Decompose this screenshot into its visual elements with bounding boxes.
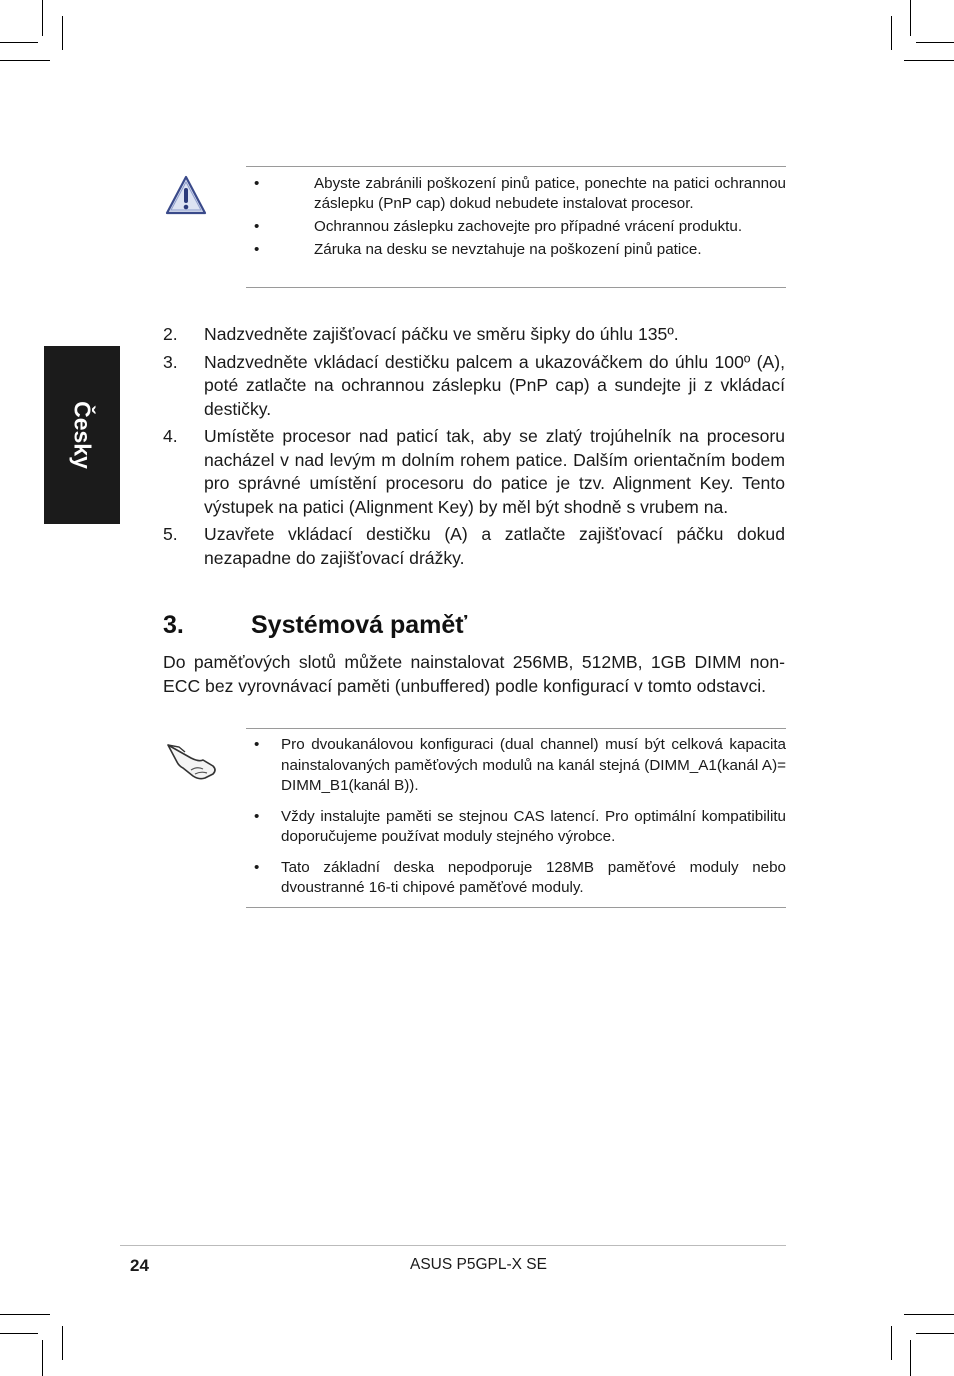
section-number: 3.: [163, 611, 184, 639]
crop-mark: [904, 60, 954, 61]
note-top-rule: [246, 728, 786, 729]
warning-triangle-icon: [163, 173, 209, 224]
crop-mark: [910, 0, 911, 36]
bullet: •: [254, 858, 260, 876]
caution-top-rule: [246, 166, 786, 167]
step-number: 3.: [163, 351, 178, 372]
crop-mark: [0, 42, 38, 43]
list-item: • Záruka na desku se nevztahuje na poškození pinů patice.: [254, 241, 702, 258]
crop-mark: [904, 1314, 954, 1315]
page-number: 24: [130, 1256, 149, 1275]
crop-mark: [0, 1333, 38, 1334]
step-text: Uzavřete vkládací destičku (A) a zatlačte zajišťovací páčku dokud nezapadne do zajišťovací drážky.: [204, 524, 785, 568]
crop-mark: [62, 1326, 63, 1360]
bullet: •: [254, 807, 260, 825]
step-number: 5.: [163, 524, 178, 544]
crop-mark: [891, 16, 892, 50]
caution-list: [246, 174, 786, 263]
step-text: Nadzvedněte zajišťovací páčku ve směru šipky do úhlu 135º.: [204, 324, 679, 344]
footer-product-name: ASUS P5GPL-X SE: [410, 1256, 547, 1273]
crop-mark: [42, 0, 43, 36]
memory-note-list: [246, 735, 786, 909]
list-item: • Tato základní deska nepodporuje 128MB paměťové moduly nebo dvoustranné 16-ti chipové paměťové moduly.: [254, 858, 786, 896]
step-number: 2.: [163, 324, 178, 344]
section-intro: Do paměťových slotů můžete nainstalovat 256MB, 512MB, 1GB DIMM non-ECC bez vyrovnávací paměti (unbuffered) podle konfigurací v tomto odstavci.: [163, 652, 785, 696]
installation-steps: [163, 323, 785, 574]
crop-mark: [891, 1326, 892, 1360]
crop-mark: [0, 60, 50, 61]
crop-mark: [916, 1333, 954, 1334]
step-text: Umístěte procesor nad paticí tak, aby se zlatý trojúhelník na procesoru nacházel v nad levým m dolním rohem patice. Dalším orientačním bodem pro správné umístění procesoru do patice je tzv. Alignment Key. Tento výstupek na patici (Alignment Key) by měl být shodně s vrubem na.: [204, 426, 785, 517]
step-item: [163, 425, 785, 519]
step-text: Nadzvedněte vkládací destičku palcem a ukazováčkem do úhlu 100º (A), poté zatlačte na ochrannou záslepku (PnP cap) a sundejte ji z vkládací destičky.: [204, 351, 785, 419]
footer-rule: [120, 1245, 786, 1246]
step-number: 4.: [163, 426, 178, 446]
step-item: [163, 323, 785, 347]
crop-mark: [916, 42, 954, 43]
bullet: •: [254, 736, 260, 753]
list-item: • Abyste zabránili poškození pinů patice, ponechte na patici ochrannou záslepku (PnP cap) dokud nebudete instalovat procesor.: [254, 175, 786, 212]
section-title: Systémová paměť: [251, 611, 468, 639]
bullet: •: [254, 218, 260, 235]
list-item: • Ochrannou záslepku zachovejte pro případné vrácení produktu.: [254, 218, 743, 235]
list-item: • Pro dvoukanálovou konfiguraci (dual channel) musí být celková kapacita nainstalovaných paměťových modulů na kanál stejná (DIMM_A1(kanál A)= DIMM_B1(kanál B)).: [254, 736, 786, 794]
language-side-tab: [44, 346, 120, 524]
step-item: [163, 351, 785, 422]
list-item: • Vždy instalujte paměti se stejnou CAS latencí. Pro optimální kompatibilitu doporučujeme používat moduly stejného výrobce.: [254, 807, 786, 845]
crop-mark: [910, 1340, 911, 1376]
language-label: Česky: [69, 401, 96, 469]
bullet: •: [254, 175, 260, 192]
crop-mark: [62, 16, 63, 50]
crop-mark: [0, 1314, 50, 1315]
pointing-hand-icon: [163, 736, 219, 787]
note-bottom-rule: [246, 907, 786, 908]
step-item: [163, 523, 785, 570]
crop-mark: [42, 1340, 43, 1376]
bullet: •: [254, 241, 260, 258]
caution-bottom-rule: [246, 287, 786, 288]
